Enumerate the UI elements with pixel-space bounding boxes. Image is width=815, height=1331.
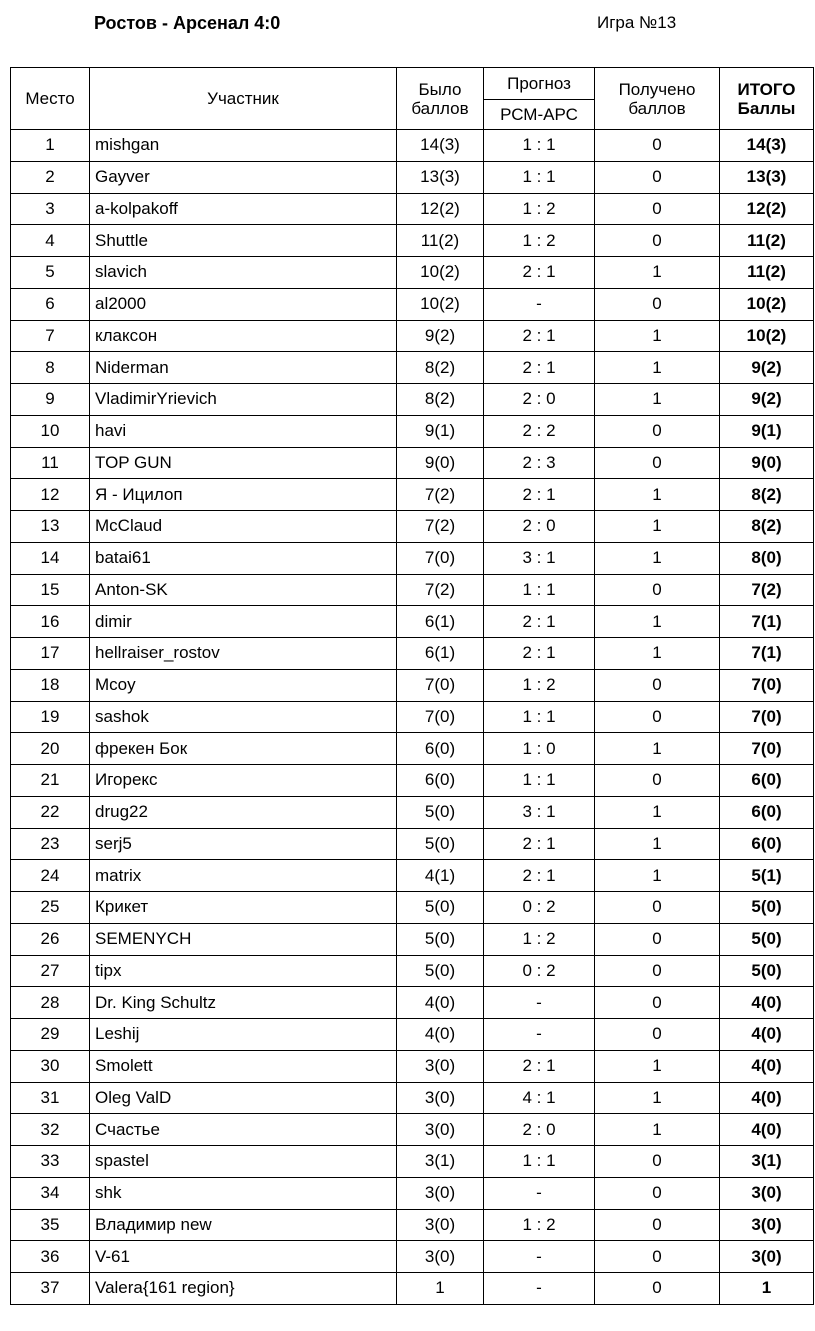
table-row [11,130,814,162]
cell-participant: V-61 [90,1241,397,1273]
table-row [11,193,814,225]
cell-was-points: 10(2) [397,257,484,289]
cell-was-points: 11(2) [397,225,484,257]
table-row [11,161,814,193]
cell-participant: Крикет [90,892,397,924]
cell-place: 18 [11,669,90,701]
cell-was-points: 14(3) [397,130,484,162]
cell-received-points: 0 [595,447,720,479]
cell-prediction: 1 : 2 [484,669,595,701]
cell-place: 36 [11,1241,90,1273]
cell-total: 8(0) [720,542,814,574]
table-row [11,765,814,797]
cell-participant: havi [90,415,397,447]
cell-prediction: 2 : 0 [484,1114,595,1146]
header-received-points [595,68,720,130]
cell-participant: mishgan [90,130,397,162]
cell-participant: Игорекс [90,765,397,797]
cell-participant: matrix [90,860,397,892]
table-row [11,606,814,638]
cell-received-points: 1 [595,352,720,384]
match-title: Ростов - Арсенал 4:0 [94,13,281,33]
cell-was-points: 1 [397,1273,484,1305]
cell-place: 21 [11,765,90,797]
cell-place: 13 [11,511,90,543]
cell-place: 2 [11,161,90,193]
cell-participant: Anton-SK [90,574,397,606]
table-row [11,1146,814,1178]
cell-participant: Niderman [90,352,397,384]
cell-received-points: 1 [595,606,720,638]
table-row [11,320,814,352]
cell-prediction: 1 : 2 [484,1209,595,1241]
cell-received-points: 0 [595,1209,720,1241]
cell-total: 1 [720,1273,814,1305]
table-row [11,796,814,828]
cell-place: 26 [11,923,90,955]
cell-place: 16 [11,606,90,638]
cell-participant: drug22 [90,796,397,828]
cell-total: 3(0) [720,1209,814,1241]
cell-participant: Oleg ValD [90,1082,397,1114]
cell-total: 7(1) [720,638,814,670]
cell-prediction: 1 : 1 [484,574,595,606]
cell-participant: Mcoy [90,669,397,701]
cell-received-points: 1 [595,542,720,574]
table-row [11,860,814,892]
cell-place: 29 [11,1019,90,1051]
cell-received-points: 0 [595,130,720,162]
cell-place: 23 [11,828,90,860]
cell-received-points: 1 [595,257,720,289]
cell-was-points: 9(1) [397,415,484,447]
cell-was-points: 6(1) [397,638,484,670]
cell-received-points: 0 [595,225,720,257]
cell-total: 9(1) [720,415,814,447]
cell-place: 34 [11,1177,90,1209]
header-was-line2: баллов [411,98,469,118]
cell-place: 22 [11,796,90,828]
table-row [11,733,814,765]
table-row [11,447,814,479]
table-row [11,288,814,320]
cell-place: 35 [11,1209,90,1241]
cell-participant: Smolett [90,1050,397,1082]
cell-was-points: 5(0) [397,923,484,955]
cell-was-points: 8(2) [397,352,484,384]
cell-participant: Gayver [90,161,397,193]
header-total-line1: ИТОГО [737,79,796,99]
cell-participant: клаксон [90,320,397,352]
cell-place: 33 [11,1146,90,1178]
cell-total: 12(2) [720,193,814,225]
cell-prediction: 2 : 0 [484,384,595,416]
cell-total: 7(1) [720,606,814,638]
cell-prediction: 1 : 1 [484,701,595,733]
table-row [11,701,814,733]
cell-received-points: 1 [595,733,720,765]
cell-total: 3(0) [720,1177,814,1209]
cell-participant: serj5 [90,828,397,860]
cell-received-points: 0 [595,765,720,797]
cell-total: 3(0) [720,1241,814,1273]
cell-was-points: 3(0) [397,1082,484,1114]
cell-place: 20 [11,733,90,765]
cell-prediction: 3 : 1 [484,542,595,574]
cell-participant: al2000 [90,288,397,320]
table-row [11,511,814,543]
cell-place: 7 [11,320,90,352]
standings-table [10,67,814,1305]
header-received-line1: Получено [618,79,696,99]
cell-total: 7(0) [720,701,814,733]
standings-body [11,130,814,1305]
cell-received-points: 1 [595,384,720,416]
cell-participant: Я - Ицилоп [90,479,397,511]
cell-prediction: 1 : 1 [484,765,595,797]
cell-participant: Shuttle [90,225,397,257]
cell-prediction: 1 : 1 [484,161,595,193]
cell-place: 10 [11,415,90,447]
table-row [11,1177,814,1209]
cell-place: 32 [11,1114,90,1146]
table-row [11,828,814,860]
cell-was-points: 3(1) [397,1146,484,1178]
table-row [11,987,814,1019]
cell-was-points: 6(0) [397,765,484,797]
cell-was-points: 5(0) [397,955,484,987]
cell-participant: tipx [90,955,397,987]
cell-total: 9(0) [720,447,814,479]
cell-received-points: 0 [595,701,720,733]
cell-place: 14 [11,542,90,574]
cell-was-points: 3(0) [397,1177,484,1209]
cell-received-points: 0 [595,1177,720,1209]
cell-was-points: 3(0) [397,1114,484,1146]
cell-was-points: 12(2) [397,193,484,225]
header-prediction-teams: РСМ-АРС [484,100,595,130]
cell-total: 4(0) [720,987,814,1019]
cell-received-points: 0 [595,955,720,987]
cell-prediction: 1 : 1 [484,130,595,162]
cell-place: 25 [11,892,90,924]
header-was-points [397,68,484,130]
cell-total: 11(2) [720,225,814,257]
cell-was-points: 9(0) [397,447,484,479]
cell-participant: SEMENYCH [90,923,397,955]
cell-total: 13(3) [720,161,814,193]
cell-total: 11(2) [720,257,814,289]
cell-received-points: 1 [595,828,720,860]
cell-received-points: 1 [595,796,720,828]
cell-total: 10(2) [720,288,814,320]
cell-was-points: 7(2) [397,511,484,543]
table-row [11,923,814,955]
header-place: Место [11,68,90,130]
cell-prediction: 2 : 1 [484,606,595,638]
cell-prediction: 2 : 1 [484,352,595,384]
cell-was-points: 9(2) [397,320,484,352]
header-total-line2: Баллы [737,98,796,118]
cell-prediction: - [484,1273,595,1305]
cell-total: 7(2) [720,574,814,606]
cell-place: 6 [11,288,90,320]
cell-total: 6(0) [720,796,814,828]
cell-place: 37 [11,1273,90,1305]
cell-was-points: 4(0) [397,1019,484,1051]
table-row [11,574,814,606]
cell-was-points: 8(2) [397,384,484,416]
cell-prediction: 4 : 1 [484,1082,595,1114]
cell-place: 5 [11,257,90,289]
cell-place: 11 [11,447,90,479]
cell-participant: Valera{161 region} [90,1273,397,1305]
cell-participant: фрекен Бок [90,733,397,765]
cell-place: 31 [11,1082,90,1114]
cell-total: 7(0) [720,669,814,701]
cell-was-points: 7(0) [397,542,484,574]
cell-was-points: 4(0) [397,987,484,1019]
cell-total: 7(0) [720,733,814,765]
cell-place: 15 [11,574,90,606]
cell-prediction: - [484,1177,595,1209]
table-row [11,669,814,701]
game-number: Игра №13 [597,13,677,32]
cell-total: 10(2) [720,320,814,352]
cell-total: 4(0) [720,1082,814,1114]
cell-received-points: 0 [595,415,720,447]
header-total [720,68,814,130]
table-row [11,1114,814,1146]
cell-place: 27 [11,955,90,987]
cell-prediction: 2 : 1 [484,860,595,892]
cell-was-points: 5(0) [397,796,484,828]
header-received-line2: баллов [628,98,686,118]
cell-received-points: 0 [595,193,720,225]
header-participant: Участник [90,68,397,130]
cell-prediction: - [484,1019,595,1051]
header-was-line1: Было [418,79,462,99]
cell-was-points: 3(0) [397,1050,484,1082]
cell-was-points: 3(0) [397,1209,484,1241]
table-row [11,384,814,416]
cell-received-points: 1 [595,638,720,670]
cell-prediction: 2 : 1 [484,320,595,352]
cell-prediction: 1 : 2 [484,923,595,955]
cell-received-points: 1 [595,1082,720,1114]
cell-place: 3 [11,193,90,225]
cell-was-points: 7(0) [397,669,484,701]
cell-place: 30 [11,1050,90,1082]
cell-place: 4 [11,225,90,257]
cell-total: 4(0) [720,1050,814,1082]
cell-place: 12 [11,479,90,511]
cell-total: 14(3) [720,130,814,162]
table-row [11,955,814,987]
cell-prediction: 2 : 2 [484,415,595,447]
cell-was-points: 6(1) [397,606,484,638]
cell-prediction: 0 : 2 [484,892,595,924]
table-row [11,542,814,574]
cell-participant: Счастье [90,1114,397,1146]
cell-received-points: 0 [595,1019,720,1051]
cell-place: 28 [11,987,90,1019]
table-row [11,1273,814,1305]
cell-received-points: 1 [595,320,720,352]
cell-received-points: 1 [595,860,720,892]
cell-was-points: 5(0) [397,828,484,860]
cell-prediction: 0 : 2 [484,955,595,987]
cell-place: 8 [11,352,90,384]
cell-participant: Dr. King Schultz [90,987,397,1019]
table-row [11,1082,814,1114]
cell-place: 19 [11,701,90,733]
cell-total: 3(1) [720,1146,814,1178]
cell-was-points: 10(2) [397,288,484,320]
cell-total: 6(0) [720,765,814,797]
cell-total: 5(1) [720,860,814,892]
cell-prediction: 2 : 1 [484,257,595,289]
cell-participant: McClaud [90,511,397,543]
cell-total: 8(2) [720,479,814,511]
header-prediction: Прогноз [484,68,595,100]
table-row [11,1209,814,1241]
cell-was-points: 13(3) [397,161,484,193]
cell-participant: hellraiser_rostov [90,638,397,670]
cell-participant: TOP GUN [90,447,397,479]
cell-received-points: 0 [595,892,720,924]
cell-received-points: 0 [595,1146,720,1178]
cell-total: 5(0) [720,955,814,987]
page-header [0,10,815,36]
table-row [11,479,814,511]
cell-prediction: 2 : 1 [484,828,595,860]
cell-received-points: 1 [595,1114,720,1146]
cell-prediction: 2 : 1 [484,638,595,670]
cell-was-points: 3(0) [397,1241,484,1273]
cell-place: 24 [11,860,90,892]
cell-received-points: 0 [595,288,720,320]
cell-participant: dimir [90,606,397,638]
table-row [11,225,814,257]
cell-received-points: 1 [595,511,720,543]
table-row [11,352,814,384]
cell-total: 9(2) [720,384,814,416]
cell-prediction: - [484,987,595,1019]
table-row [11,415,814,447]
cell-was-points: 7(0) [397,701,484,733]
cell-participant: shk [90,1177,397,1209]
cell-prediction: 2 : 3 [484,447,595,479]
cell-total: 4(0) [720,1114,814,1146]
cell-was-points: 5(0) [397,892,484,924]
cell-prediction: - [484,288,595,320]
table-row [11,1050,814,1082]
cell-participant: spastel [90,1146,397,1178]
cell-participant: sashok [90,701,397,733]
cell-received-points: 0 [595,1273,720,1305]
cell-was-points: 7(2) [397,574,484,606]
cell-total: 4(0) [720,1019,814,1051]
cell-was-points: 4(1) [397,860,484,892]
table-row [11,1241,814,1273]
cell-participant: Владимир new [90,1209,397,1241]
cell-received-points: 0 [595,923,720,955]
cell-participant: Leshij [90,1019,397,1051]
cell-prediction: 1 : 1 [484,1146,595,1178]
cell-was-points: 6(0) [397,733,484,765]
cell-prediction: - [484,1241,595,1273]
cell-prediction: 1 : 2 [484,193,595,225]
cell-prediction: 2 : 1 [484,1050,595,1082]
cell-prediction: 2 : 0 [484,511,595,543]
cell-received-points: 0 [595,1241,720,1273]
cell-total: 9(2) [720,352,814,384]
cell-prediction: 1 : 0 [484,733,595,765]
cell-received-points: 1 [595,479,720,511]
cell-total: 8(2) [720,511,814,543]
cell-received-points: 0 [595,669,720,701]
cell-place: 1 [11,130,90,162]
cell-participant: batai61 [90,542,397,574]
table-row [11,1019,814,1051]
cell-total: 5(0) [720,892,814,924]
cell-prediction: 3 : 1 [484,796,595,828]
cell-received-points: 0 [595,987,720,1019]
cell-received-points: 0 [595,161,720,193]
cell-received-points: 1 [595,1050,720,1082]
table-row [11,892,814,924]
cell-received-points: 0 [595,574,720,606]
cell-place: 9 [11,384,90,416]
table-row [11,257,814,289]
cell-was-points: 7(2) [397,479,484,511]
cell-participant: a-kolpakoff [90,193,397,225]
cell-participant: VladimirYrievich [90,384,397,416]
cell-place: 17 [11,638,90,670]
cell-prediction: 1 : 2 [484,225,595,257]
cell-prediction: 2 : 1 [484,479,595,511]
cell-total: 5(0) [720,923,814,955]
table-row [11,638,814,670]
cell-total: 6(0) [720,828,814,860]
cell-participant: slavich [90,257,397,289]
